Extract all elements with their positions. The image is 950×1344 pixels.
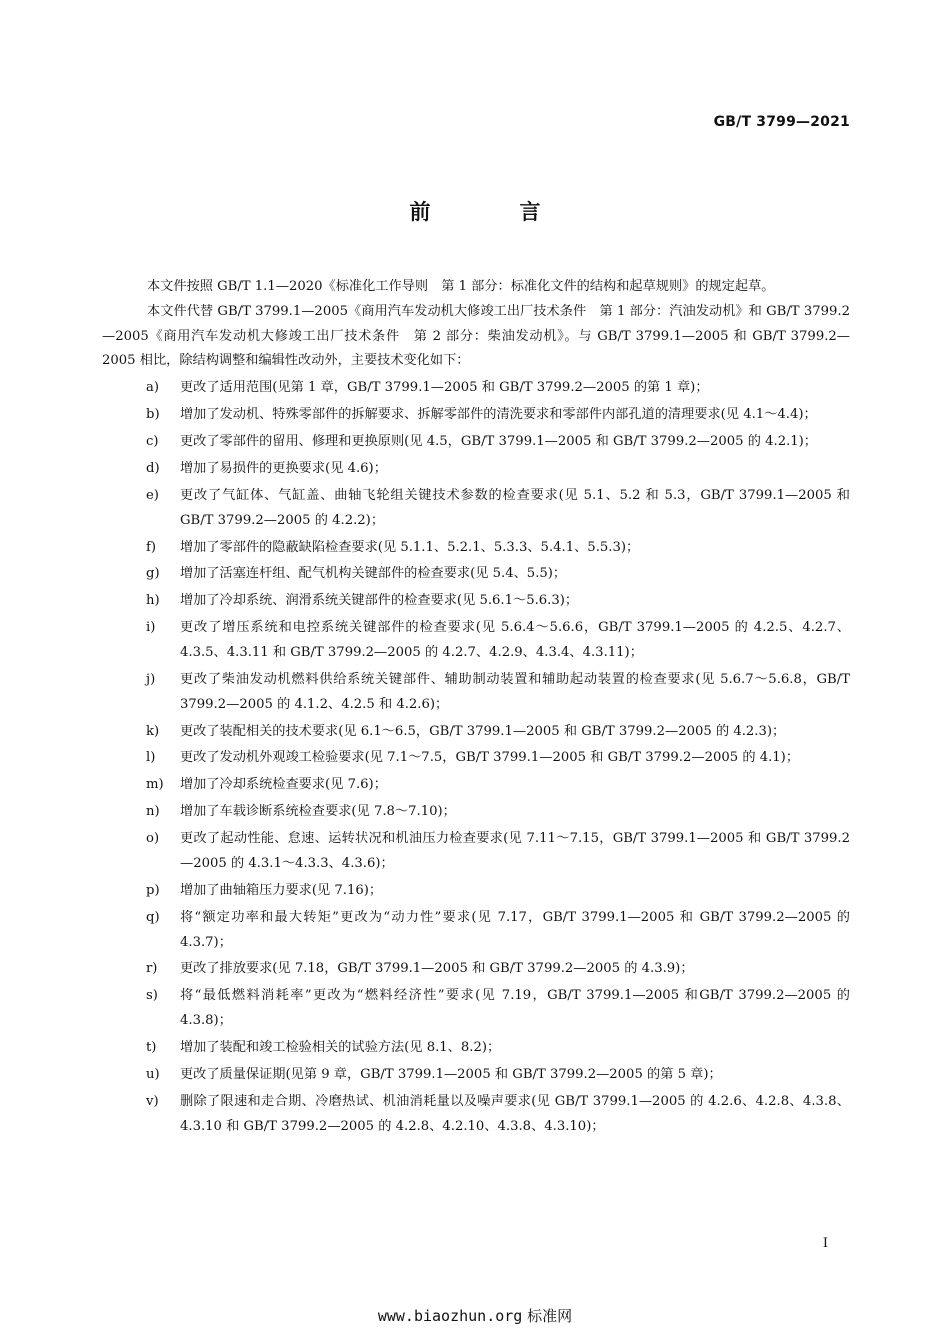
- change-item-text: 更改了发动机外观竣工检验要求(见 7.1～7.5，GB/T 3799.1—2005 和 GB/T 3799.2—2005 的 4.1)；: [180, 750, 800, 766]
- change-item-marker: a): [146, 380, 160, 396]
- change-item-marker: v): [146, 1093, 159, 1109]
- change-item-text: 更改了排放要求(见 7.18，GB/T 3799.1—2005 和 GB/T 3799.2—2005 的 4.3.9)；: [180, 961, 694, 977]
- change-item: [102, 589, 850, 614]
- change-item: [102, 562, 850, 587]
- change-item: [102, 616, 850, 666]
- change-item: [102, 957, 850, 982]
- change-item: [102, 720, 850, 745]
- page-title: 前 言: [409, 200, 575, 224]
- paragraph-drafting-basis: 本文件按照 GB/T 1.1—2020《标准化工作导则 第 1 部分：标准化文件的结构和起草规则》的规定起草。: [147, 279, 775, 294]
- change-item: [102, 457, 850, 482]
- change-item: [102, 1036, 850, 1061]
- change-item-text: 更改了柴油发动机燃料供给系统关键部件、辅助制动装置和辅助起动装置的检查要求(见 5.6.7～5.6.8，GB/T 3799.2—2005 的 4.1.2、4.2.5 和 4.2.6)；: [180, 671, 850, 712]
- change-item-marker: r): [146, 961, 158, 977]
- change-item-marker: j): [146, 671, 156, 687]
- foreword-body: [102, 275, 850, 1139]
- change-item-marker: o): [146, 831, 160, 847]
- change-item-text: 删除了限速和走合期、冷磨热试、机油消耗量以及噪声要求(见 GB/T 3799.1—2005 的 4.2.6、4.2.8、4.3.8、4.3.10 和 GB/T 3799.2—2005 的 4.2.8、4.2.10、4.3.8、4.3.10)；: [180, 1093, 850, 1134]
- change-item-text: 增加了车载诊断系统检查要求(见 7.8～7.10)；: [180, 804, 456, 820]
- change-item: [102, 773, 850, 798]
- change-item-text: 增加了冷却系统检查要求(见 7.6)；: [180, 777, 387, 793]
- change-item-text: 增加了装配和竣工检验相关的试验方法(见 8.1、8.2)；: [180, 1039, 501, 1055]
- footer: [0, 1305, 950, 1326]
- change-item: [102, 403, 850, 428]
- change-item-text: 更改了适用范围(见第 1 章，GB/T 3799.1—2005 和 GB/T 3799.2—2005 的第 1 章)；: [180, 380, 709, 396]
- footer-site-url[interactable]: www.biaozhun.org: [377, 1307, 523, 1325]
- change-item-marker: g): [146, 566, 160, 582]
- change-item-text: 增加了发动机、特殊零部件的拆解要求、拆解零部件的清洗要求和零部件内部孔道的清理要求(见 4.1～4.4)；: [180, 407, 817, 423]
- change-item-marker: f): [146, 539, 157, 555]
- change-item-marker: k): [146, 723, 160, 739]
- change-item-marker: m): [146, 777, 164, 793]
- change-item-text: 将“额定功率和最大转矩”更改为“动力性”要求(见 7.17，GB/T 3799.1—2005 和 GB/T 3799.2—2005 的 4.3.7)；: [180, 909, 850, 950]
- page-number: I: [822, 1236, 828, 1251]
- change-item-text: 更改了增压系统和电控系统关键部件的检查要求(见 5.6.4～5.6.6，GB/T 3799.1—2005 的 4.2.5、4.2.7、4.3.5、4.3.11 和 GB/T 3799.2—2005 的 4.2.7、4.2.9、4.3.4、4.3.11)；: [180, 620, 850, 660]
- change-item-marker: l): [146, 750, 156, 766]
- change-item-marker: h): [146, 593, 160, 609]
- change-item-marker: i): [146, 620, 156, 636]
- change-item: [102, 906, 850, 956]
- change-item: [102, 879, 850, 904]
- change-item: [102, 800, 850, 825]
- change-item-text: 更改了装配相关的技术要求(见 6.1～6.5，GB/T 3799.1—2005 和 GB/T 3799.2—2005 的 4.2.3)；: [180, 723, 786, 739]
- change-item-text: 更改了起动性能、怠速、运转状况和机油压力检查要求(见 7.11～7.15，GB/T 3799.1—2005 和 GB/T 3799.2—2005 的 4.3.1～4.3.3、4.3.6)；: [180, 831, 850, 871]
- change-item: [102, 984, 850, 1034]
- change-item-text: 将“最低燃料消耗率”更改为“燃料经济性”要求(见 7.19，GB/T 3799.1—2005 和GB/T 3799.2—2005 的 4.3.8)；: [180, 988, 850, 1029]
- change-item-text: 更改了零部件的留用、修理和更换原则(见 4.5，GB/T 3799.1—2005 和 GB/T 3799.2—2005 的 4.2.1)；: [180, 434, 817, 450]
- change-item-text: 更改了质量保证期(见第 9 章，GB/T 3799.1—2005 和 GB/T 3799.2—2005 的第 5 章)；: [180, 1066, 722, 1082]
- change-item-marker: n): [146, 804, 160, 820]
- change-item-text: 增加了冷却系统、润滑系统关键部件的检查要求(见 5.6.1～5.6.3)；: [180, 593, 579, 609]
- paragraph-replacement: 本文件代替 GB/T 3799.1—2005《商用汽车发动机大修竣工出厂技术条件 第 1 部分：汽油发动机》和 GB/T 3799.2—2005《商用汽车发动机大修竣工出厂技术条件 第 2 部分：柴油发动机》。与 GB/T 3799.1—2005 和 GB/T 3799.2—2005 相比，除结构调整和编辑性改动外，主要技术变化如下：: [102, 303, 850, 369]
- change-item: [102, 484, 850, 534]
- change-item-marker: c): [146, 434, 159, 450]
- change-item-marker: e): [146, 487, 159, 503]
- change-item-marker: t): [146, 1039, 157, 1055]
- change-item-text: 增加了曲轴箱压力要求(见 7.16)；: [180, 882, 383, 898]
- change-item: [102, 536, 850, 561]
- change-item-marker: q): [146, 909, 160, 925]
- change-item-marker: b): [146, 407, 160, 423]
- change-item-text: 更改了气缸体、气缸盖、曲轴飞轮组关键技术参数的检查要求(见 5.1、5.2 和 5.3，GB/T 3799.1—2005 和 GB/T 3799.2—2005 的 4.2.2)；: [180, 487, 850, 528]
- change-item-marker: p): [146, 882, 160, 898]
- change-item-text: 增加了活塞连杆组、配气机构关键部件的检查要求(见 5.4、5.5)；: [180, 566, 567, 582]
- change-item: [102, 746, 850, 771]
- change-item-text: 增加了零部件的隐蔽缺陷检查要求(见 5.1.1、5.2.1、5.3.3、5.4.1、5.5.3)；: [180, 539, 640, 555]
- change-item-text: 增加了易损件的更换要求(见 4.6)；: [180, 460, 387, 476]
- change-item: [102, 668, 850, 718]
- change-item-marker: d): [146, 460, 160, 476]
- change-item: [102, 1090, 850, 1140]
- change-item: [102, 376, 850, 401]
- change-item: [102, 827, 850, 877]
- standard-number: GB/T 3799—2021: [713, 114, 850, 130]
- change-item: [102, 1063, 850, 1088]
- change-item-marker: s): [146, 988, 158, 1004]
- change-item: [102, 430, 850, 455]
- change-item-marker: u): [146, 1066, 160, 1082]
- changes-list: [102, 376, 850, 1139]
- footer-site-name: 标准网: [527, 1307, 573, 1325]
